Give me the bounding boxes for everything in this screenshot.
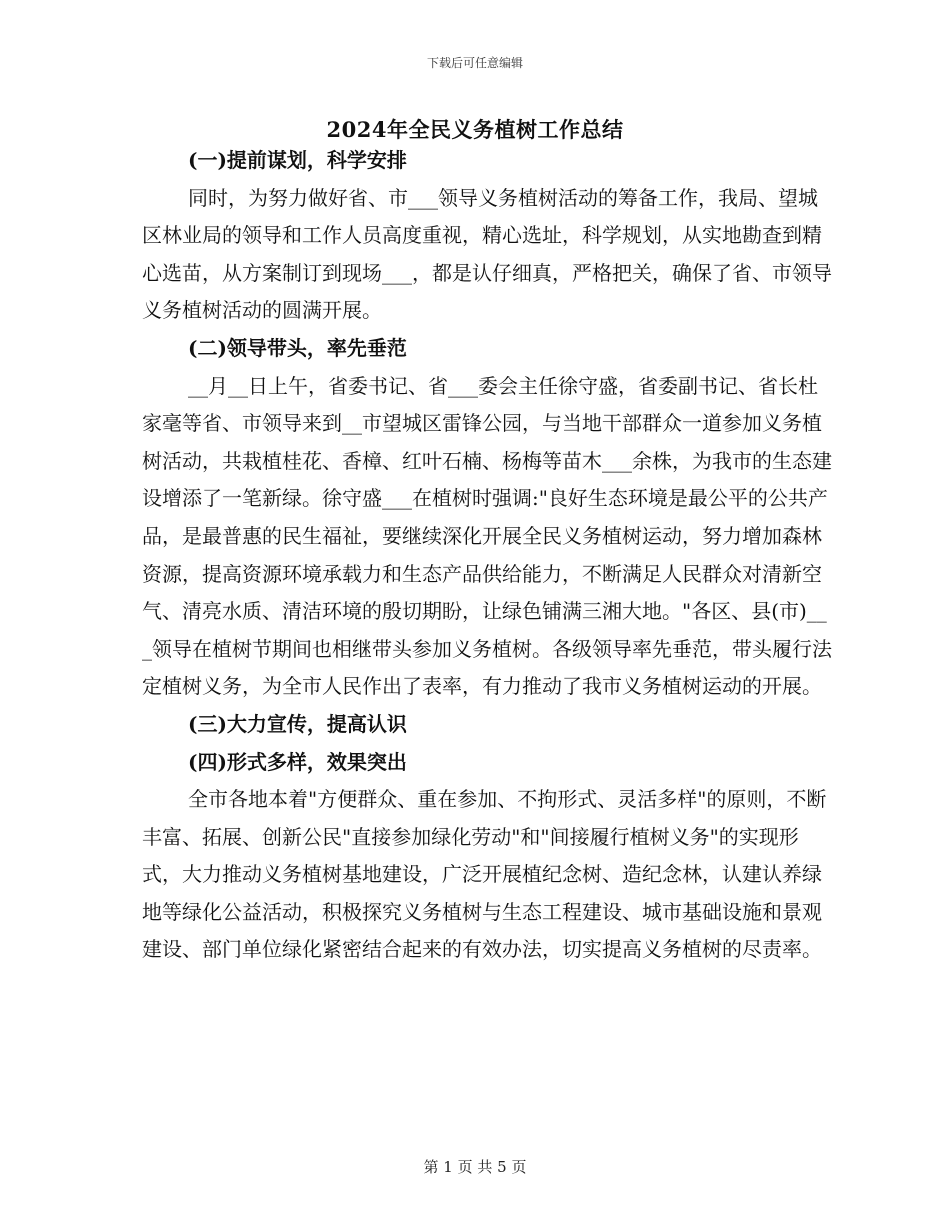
section-1-paragraph: 同时，为努力做好省、市___领导义务植树活动的筹备工作，我局、望城区林业局的领导和工作人员高度重视，精心选址，科学规划，从实地勘查到精心选苗，从方案制订到现场___，都是认仔细真，严格把关，确保了省、市领导义务植树活动的圆满开展。 — [142, 185, 832, 323]
document-title: 2024年全民义务植树工作总结 — [326, 117, 624, 142]
section-4-paragraph: 全市各地本着"方便群众、重在参加、不拘形式、灵活多样"的原则，不断丰富、拓展、创新公民"直接参加绿化劳动"和"间接履行植树义务"的实现形式，大力推动义务植树基地建设，广泛开展植纪念树、造纪念林，认建认养绿地等绿化公益活动，积极探究义务植树与生态工程建设、城市基础设施和景观建设、部门单位绿化紧密结合起来的有效办法，切实提高义务植树的尽责率。 — [142, 787, 827, 962]
section-2-paragraph: __月__日上午，省委书记、省___委会主任徐守盛，省委副书记、省长杜家毫等省、市领导来到__市望城区雷锋公园，与当地干部群众一道参加义务植树活动，共栽植桂花、香樟、红叶石楠、杨梅等苗木___余株，为我市的生态建设增添了一笔新绿。徐守盛___在植树时强调:"良好生态环境是最公平的公共产品，是最普惠的民生福祉，要继续深化开展全民义务植树运动，努力增加森林资源，提高资源环境承载力和生态产品供给能力，不断满足人民群众对清新空气、清亮水质、清洁环境的殷切期盼，让绿色铺满三湘大地。"各区、县(市)___领导在植树节期间也相继带头参加义务植树。各级领导率先垂范，带头履行法定植树义务，为全市人民作出了表率，有力推动了我市义务植树运动的开展。 — [142, 373, 832, 699]
page-number-footer: 第 1 页 共 5 页 — [423, 1158, 527, 1176]
header-note: 下载后可任意编辑 — [426, 56, 523, 70]
section-heading-4: (四)形式多样，效果突出 — [188, 749, 407, 774]
section-heading-3: (三)大力宣传，提高认识 — [188, 711, 407, 736]
section-heading-1: (一)提前谋划，科学安排 — [188, 148, 407, 172]
section-heading-2: (二)领导带头，率先垂范 — [188, 335, 407, 360]
document-body — [142, 142, 832, 969]
